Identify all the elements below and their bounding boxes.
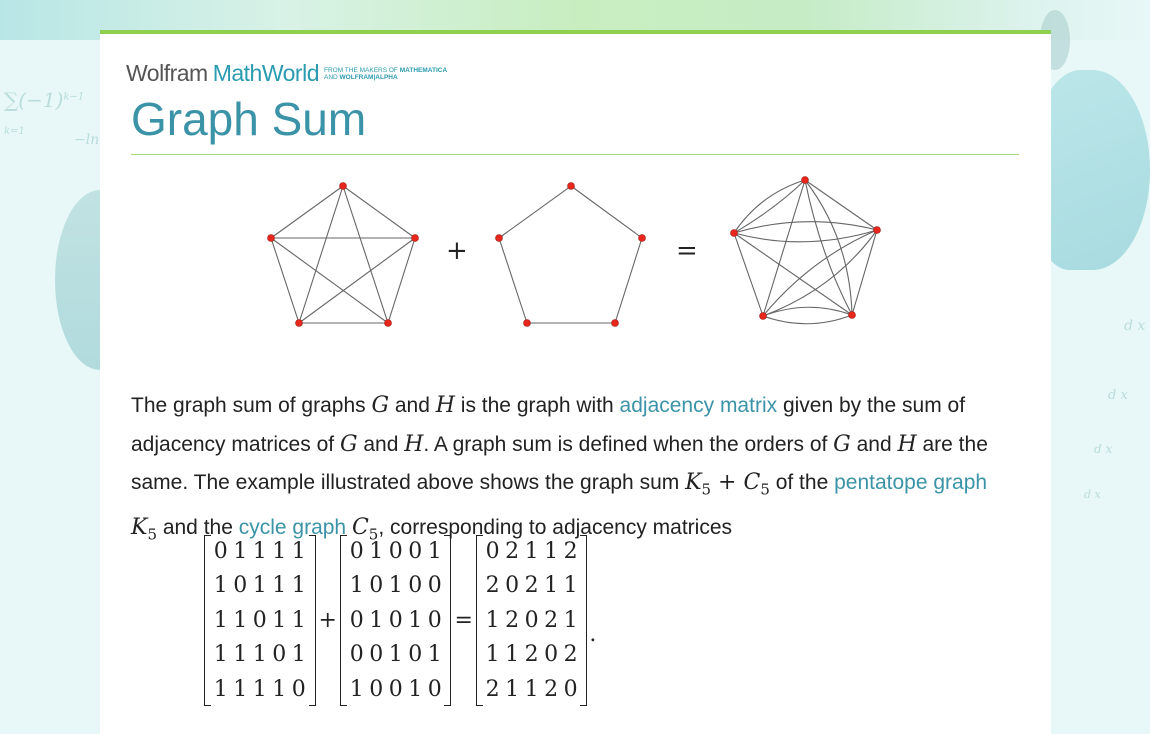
- k5-graph: [271, 186, 415, 323]
- link-pentatope-graph[interactable]: pentatope graph: [834, 471, 988, 494]
- decorative-formula-dx-4: d x: [1084, 488, 1101, 501]
- matrix-k5: 0 1 1 1 1 1 0 1 1 1 1 1 0 1 1 1 1 1 0 1 1 1 1 1 0: [204, 534, 316, 707]
- decorative-formula-dx-3: d x: [1094, 442, 1113, 456]
- equation-plus-sign: +: [318, 607, 337, 633]
- decorative-formula-sub: k=1: [4, 126, 25, 137]
- definition-paragraph: The graph sum of graphs G and H is the graph with adjacency matrix given by the sum of adjacency matrices of G and H. A graph sum is defined when the orders of G and H are the same. The example illustrated above shows the graph sum $K_5 + C_5$ of the pentatope graph $K_5$ and the cycle graph $C_5$, corresponding to adjacency matrices: [131, 393, 988, 544]
- graph-nodes: [268, 177, 881, 327]
- logo-tagline: FROM THE MAKERS OF MATHEMATICA AND WOLFRAM|ALPHA: [323, 66, 448, 81]
- decorative-formula-dx-2: d x: [1108, 388, 1128, 403]
- figure-plus-sign: +: [446, 236, 468, 266]
- graph-sum-figure: [100, 34, 1051, 374]
- link-adjacency-matrix[interactable]: adjacency matrix: [619, 394, 778, 417]
- decorative-formula-dx-1: d x: [1124, 318, 1146, 334]
- link-cycle-graph[interactable]: cycle graph: [238, 515, 347, 539]
- matrix-c5: 0 1 0 0 1 1 0 1 0 0 0 1 0 1 0 0 0 1 0 1 1 0 0 1 0: [340, 534, 452, 707]
- page-title: Graph Sum: [131, 93, 367, 145]
- figure-equals-sign: =: [676, 236, 698, 266]
- decorative-surface-right: [1035, 70, 1150, 270]
- graph-sum-illustration: [100, 34, 1051, 374]
- c5-graph: [499, 186, 642, 323]
- content-panel: [100, 30, 1051, 734]
- decorative-formula-sum: $\sum(-1)^{k-1}$: [4, 88, 85, 112]
- logo-wolfram-text: Wolfram: [126, 60, 208, 86]
- adjacency-matrix-equation: [204, 534, 596, 707]
- sum-graph: [734, 180, 877, 324]
- logo-mathworld-text: MathWorld: [212, 60, 319, 86]
- matrix-sum: 0 2 1 1 2 2 0 2 1 1 1 2 0 2 1 1 1 2 0 2 2 1 1 2 0: [476, 534, 588, 707]
- equation-period: .: [589, 621, 597, 647]
- equation-equals-sign: =: [454, 607, 473, 633]
- decorative-formula-ln: −ln: [74, 132, 100, 148]
